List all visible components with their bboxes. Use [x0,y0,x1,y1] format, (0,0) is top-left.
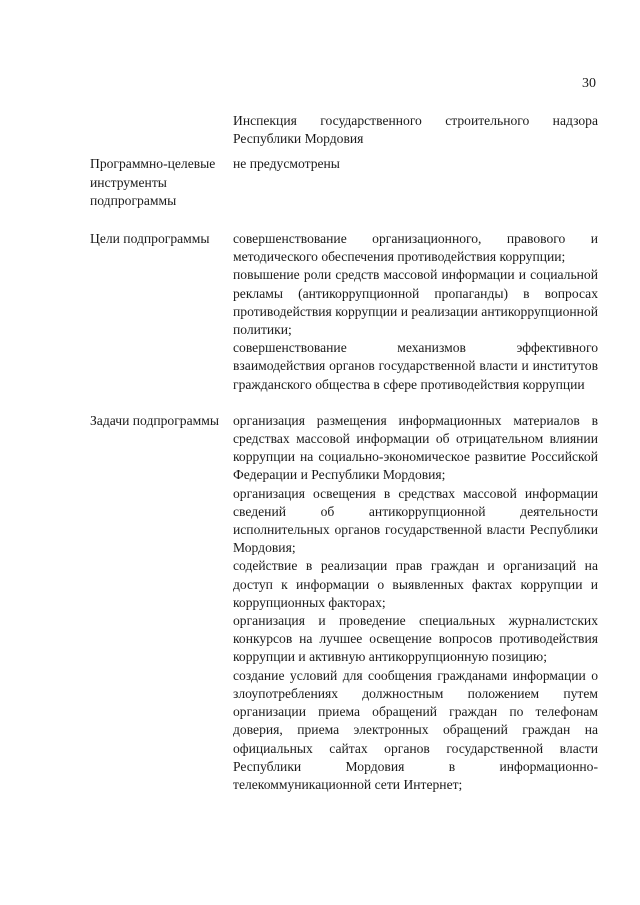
row-label [90,112,233,148]
program-tools-label: Программно-целевые инструменты подпрограммы [90,156,216,208]
row-program-tools [90,155,598,210]
program-tools-text: не предусмотрены [233,156,340,172]
task-item: создание условий для сообщения гражданами информации о злоупотреблениях должностным положением путем организации приема обращений граждан по телефонам доверия, приема электронных обращений граждан на официальных сайтах органов государственной власти Республики Мордовия в информационно-телекоммуникационной сети Интернет; [233,667,598,792]
task-item: организация размещения информационных материалов в средствах массовой информации об отрицательном влиянии коррупции на социально-экономическое развитие Российской Федерации и Республики Мордовия; [233,412,598,483]
task-item: организация освещения в средствах массовой информации сведений об антикоррупционной деятельности исполнительных органов государственной власти Республики Мордовия; [233,485,598,556]
row-tasks [90,412,598,794]
passport-table [90,112,598,794]
executor-text: Инспекция государственного строительного надзора Республики Мордовия [233,113,598,147]
goal-item: совершенствование организационного, правового и методического обеспечения противодействия коррупции; [233,231,598,265]
tasks-value [233,412,598,794]
page-number: 30 [582,76,596,91]
goal-item: совершенствование механизмов эффективного взаимодействия органов государственной власти и институтов гражданского общества в сфере противодействия коррупции [233,340,598,392]
row-value [233,112,598,148]
goal-item: повышение роли средств массовой информации и социальной рекламы (антикоррупционной пропаганды) в вопросах противодействия коррупции и реализации антикоррупционной политики; [233,267,598,338]
goals-label: Цели подпрограммы [90,231,210,247]
task-item: содействие в реализации прав граждан и организаций на доступ к информации о выявленных фактах коррупции и коррупционных факторах; [233,558,598,610]
task-item: организация и проведение специальных журналистских конкурсов на лучшее освещение вопросов противодействия коррупции и активную антикоррупционную позицию; [233,613,598,665]
row-executor [90,112,598,148]
row-goals [90,230,598,394]
program-tools-value [233,155,598,210]
goals-value [233,230,598,394]
tasks-label: Задачи подпрограммы [90,412,219,428]
